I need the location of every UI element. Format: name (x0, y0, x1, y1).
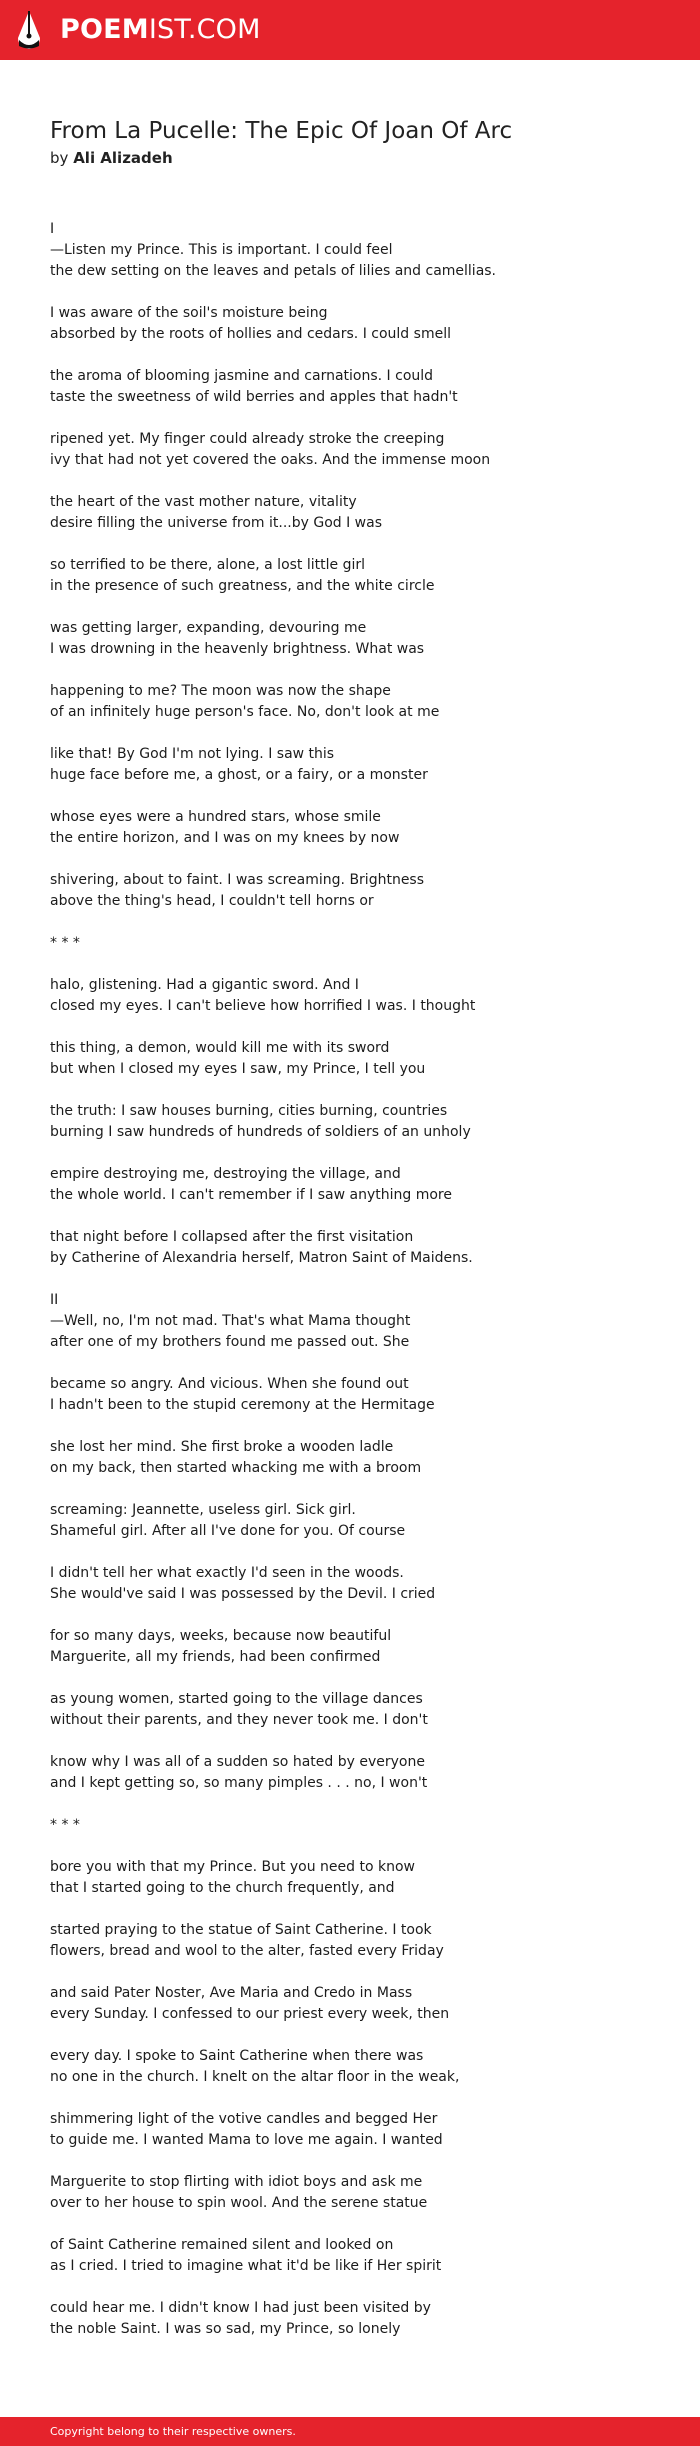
poem-title: From La Pucelle: The Epic Of Joan Of Arc (50, 118, 513, 144)
poem-line: of an infinitely huge person's face. No, don't look at me (50, 704, 440, 720)
poem-line: after one of my brothers found me passed out. She (50, 1334, 410, 1350)
poem-line: for so many days, weeks, because now beautiful (50, 1628, 392, 1644)
poem-line: She would've said I was possessed by the Devil. I cried (50, 1586, 436, 1602)
poem-line: above the thing's head, I couldn't tell horns or (50, 893, 374, 909)
poem-line: as I cried. I tried to imagine what it'd be like if Her spirit (50, 2258, 442, 2274)
poem-line: she lost her mind. She first broke a wooden ladle (50, 1439, 394, 1455)
poem-line: the heart of the vast mother nature, vitality (50, 494, 357, 510)
poem-line: every day. I spoke to Saint Catherine when there was (50, 2048, 424, 2064)
stanza-break (50, 597, 670, 618)
poem-line: I hadn't been to the stupid ceremony at the Hermitage (50, 1397, 435, 1413)
logo-text-bold: POEM (60, 14, 149, 45)
stanza-break (50, 2025, 670, 2046)
logo-text-light: IST.COM (148, 14, 261, 45)
stanza-break (50, 1899, 670, 1920)
poem-line: in the presence of such greatness, and the white circle (50, 578, 435, 594)
stanza-break (50, 1017, 670, 1038)
poem-line: shimmering light of the votive candles and begged Her (50, 2111, 438, 2127)
stanza-break (50, 1206, 670, 1227)
stanza-break (50, 1080, 670, 1101)
poem-line: —Well, no, I'm not mad. That's what Mama thought (50, 1313, 411, 1329)
stanza-break (50, 2277, 670, 2298)
stanza-break (50, 1836, 670, 1857)
poem-line: I (50, 221, 55, 237)
stanza-break (50, 723, 670, 744)
poem-line: like that! By God I'm not lying. I saw this (50, 746, 335, 762)
by-label: by (50, 149, 69, 167)
stanza-break (50, 1143, 670, 1164)
poem-line: the dew setting on the leaves and petals of lilies and camellias. (50, 263, 497, 279)
poem-line: started praying to the statue of Saint Catherine. I took (50, 1922, 432, 1938)
poem-line: closed my eyes. I can't believe how horrified I was. I thought (50, 998, 476, 1014)
poem-line: but when I closed my eyes I saw, my Prince, I tell you (50, 1061, 426, 1077)
poem-line: to guide me. I wanted Mama to love me again. I wanted (50, 2132, 443, 2148)
poem-line: over to her house to spin wool. And the serene statue (50, 2195, 428, 2211)
stanza-break (50, 660, 670, 681)
poem-line: know why I was all of a sudden so hated by everyone (50, 1754, 425, 1770)
stanza-break (50, 1479, 670, 1500)
poem-line: so terrified to be there, alone, a lost little girl (50, 557, 365, 573)
poem-line: absorbed by the roots of hollies and cedars. I could smell (50, 326, 451, 342)
poem-line: that night before I collapsed after the first visitation (50, 1229, 414, 1245)
stanza-break (50, 1353, 670, 1374)
poem-line: bore you with that my Prince. But you need to know (50, 1859, 415, 1875)
poem-line: burning I saw hundreds of hundreds of soldiers of an unholy (50, 1124, 471, 1140)
stanza-break (50, 1269, 670, 1290)
poem-line: was getting larger, expanding, devouring me (50, 620, 367, 636)
stanza-break (50, 2088, 670, 2109)
poem-line: the aroma of blooming jasmine and carnations. I could (50, 368, 434, 384)
stanza-break (50, 912, 670, 933)
poem-line: the truth: I saw houses burning, cities burning, countries (50, 1103, 448, 1119)
poem-line: of Saint Catherine remained silent and looked on (50, 2237, 394, 2253)
byline (50, 148, 173, 168)
stanza-break (50, 345, 670, 366)
stanza-break (50, 282, 670, 303)
poem-line: the noble Saint. I was so sad, my Prince, so lonely (50, 2321, 401, 2337)
poem-line: * * * (50, 935, 80, 951)
poem-line: Marguerite, all my friends, had been confirmed (50, 1649, 381, 1665)
quill-pen-nib-icon[interactable] (16, 10, 42, 50)
poem-line: this thing, a demon, would kill me with its sword (50, 1040, 390, 1056)
poem-line: screaming: Jeannette, useless girl. Sick girl. (50, 1502, 356, 1518)
stanza-break (50, 534, 670, 555)
stanza-break (50, 786, 670, 807)
stanza-break (50, 849, 670, 870)
copyright-text: Copyright belong to their respective owners. (50, 2425, 296, 2438)
poem-line: the entire horizon, and I was on my knees by now (50, 830, 400, 846)
poem-line: II (50, 1292, 59, 1308)
poem-line: became so angry. And vicious. When she found out (50, 1376, 409, 1392)
poem-line: * * * (50, 1817, 80, 1833)
poem-line: Shameful girl. After all I've done for you. Of course (50, 1523, 406, 1539)
poem-line: could hear me. I didn't know I had just been visited by (50, 2300, 431, 2316)
poem-line: whose eyes were a hundred stars, whose smile (50, 809, 381, 825)
stanza-break (50, 1794, 670, 1815)
stanza-break (50, 471, 670, 492)
stanza-break (50, 408, 670, 429)
poem-line: and said Pater Noster, Ave Maria and Credo in Mass (50, 1985, 413, 2001)
poem-line: no one in the church. I knelt on the altar floor in the weak, (50, 2069, 460, 2085)
stanza-break (50, 2214, 670, 2235)
stanza-break (50, 1668, 670, 1689)
stanza-break (50, 1416, 670, 1437)
poem-line: every Sunday. I confessed to our priest every week, then (50, 2006, 450, 2022)
poem-body (50, 219, 670, 2340)
poem-line: ripened yet. My finger could already stroke the creeping (50, 431, 445, 447)
poem-line: halo, glistening. Had a gigantic sword. And I (50, 977, 359, 993)
stanza-break (50, 2151, 670, 2172)
poem-line: as young women, started going to the village dances (50, 1691, 423, 1707)
poem-line: Marguerite to stop flirting with idiot boys and ask me (50, 2174, 423, 2190)
stanza-break (50, 954, 670, 975)
poem-line: and I kept getting so, so many pimples . . . no, I won't (50, 1775, 428, 1791)
poem-line: that I started going to the church frequently, and (50, 1880, 395, 1896)
poem-line: without their parents, and they never took me. I don't (50, 1712, 428, 1728)
site-footer (0, 2417, 700, 2446)
poem-line: I was aware of the soil's moisture being (50, 305, 328, 321)
poem-line: by Catherine of Alexandria herself, Matron Saint of Maidens. (50, 1250, 473, 1266)
poem-line: the whole world. I can't remember if I saw anything more (50, 1187, 452, 1203)
site-logo[interactable] (60, 13, 261, 47)
poem-line: flowers, bread and wool to the alter, fasted every Friday (50, 1943, 444, 1959)
poem-line: huge face before me, a ghost, or a fairy, or a monster (50, 767, 428, 783)
poem-line: happening to me? The moon was now the shape (50, 683, 391, 699)
poem-line: ivy that had not yet covered the oaks. And the immense moon (50, 452, 491, 468)
poem-line: desire filling the universe from it...by God I was (50, 515, 383, 531)
site-header (0, 0, 700, 60)
poem-line: empire destroying me, destroying the village, and (50, 1166, 401, 1182)
poem-line: —Listen my Prince. This is important. I could feel (50, 242, 393, 258)
poem-line: I didn't tell her what exactly I'd seen in the woods. (50, 1565, 404, 1581)
poem-line: I was drowning in the heavenly brightness. What was (50, 641, 425, 657)
poem-line: taste the sweetness of wild berries and apples that hadn't (50, 389, 458, 405)
stanza-break (50, 1731, 670, 1752)
poem-line: shivering, about to faint. I was screaming. Brightness (50, 872, 425, 888)
poem-line: on my back, then started whacking me with a broom (50, 1460, 422, 1476)
stanza-break (50, 1962, 670, 1983)
author-name: Ali Alizadeh (73, 149, 173, 167)
stanza-break (50, 1605, 670, 1626)
stanza-break (50, 1542, 670, 1563)
